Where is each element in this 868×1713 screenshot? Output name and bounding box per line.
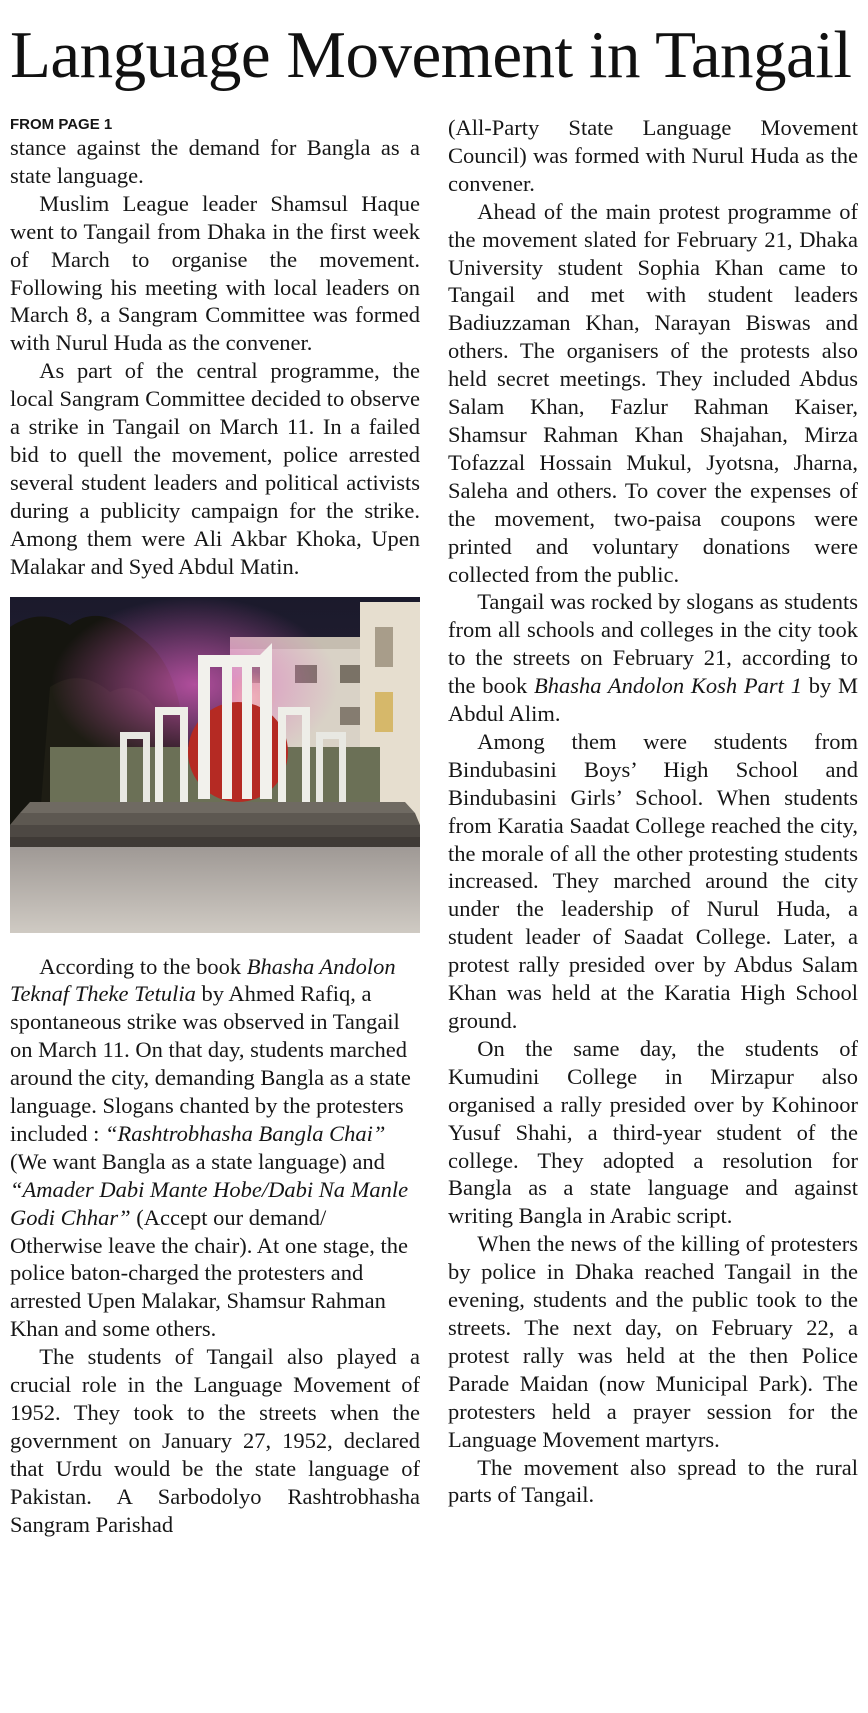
paragraph: When the news of the killing of protesters by police in Dhaka reached Tangail in the evening, students and the public took to the streets. The next day, on February 22, a protest rally was held at the then Police Parade Maidan (now Municipal Park). The protesters held a prayer session for the Language Movement martyrs. — [448, 1231, 858, 1452]
paragraph: Muslim League leader Shamsul Haque went to Tangail from Dhaka in the first week of March to organise the movement. Following his meeting with local leaders on March 8, a Sangram Committee was formed with Nurul Huda as the convener. — [10, 190, 420, 356]
paragraph: Among them were students from Bindubasini Boys’ High School and Bindubasini Girls’ School. When students from Karatia Saadat College reached the city, the morale of all the other protesting students increased. They marched around the city under the leadership of Nurul Huda, a student leader of Saadat College. Later, a protest rally presided over by Abdus Salam Khan was held at the Karatia High School ground. — [448, 728, 858, 1033]
right-column — [448, 114, 858, 1509]
monument-step — [10, 837, 420, 847]
paragraph: As part of the central programme, the local Sangram Committee decided to observe a strike in Tangail on March 11. In a failed bid to quell the movement, police arrested several student leaders and political activists during a publicity campaign for the strike. Among them were Ali Akbar Khoka, Upen Malakar and Syed Abdul Matin. — [10, 358, 420, 579]
paragraph: Ahead of the main protest programme of the movement slated for February 21, Dhaka University student Sophia Khan came to Tangail and met with student leaders Badiuzzaman Khan, Narayan Biswas and others. The organisers of the protests also held secret meetings. They included Abdus Salam Khan, Fazlur Rahman Kaiser, Shamsur Rahman Khan Shajahan, Mirza Tofazzal Hossain Mukul, Jyotsna, Jharna, Saleha and others. To cover the expenses of the movement, two-paisa coupons were printed and voluntary donations were collected from the public. — [448, 198, 858, 587]
left-column — [10, 116, 420, 1539]
paragraph: stance against the demand for Bangla as a state language. — [10, 135, 420, 188]
paragraph: The students of Tangail also played a crucial role in the Language Movement of 1952. They took to the streets when the government on January 27, 1952, declared that Urdu would be the state language of Pakistan. A Sarbodolyo Rashtrobhasha Sangram Parishad — [10, 1344, 420, 1537]
monument-step — [20, 802, 415, 813]
paragraph: According to the book Bhasha Andolon Teknaf Theke Tetulia by Ahmed Rafiq, a spontaneous strike was observed in Tangail on March 11. On that day, students marched around the city, demanding Bangla as a state language. Slogans chanted by the protesters included : “Rashtrobhasha Bangla Chai” (We want Bangla as a state language) and “Amader Dabi Mante Hobe/Dabi Na Manle Godi Chhar” (Accept our demand/ Otherwise leave the chair). At one stage, the police baton-charged the protesters and arrested Upen Malakar, Shamsur Rahman Khan and some others. — [10, 953, 411, 1342]
paragraph: (All-Party State Language Movement Council) was formed with Nurul Huda as the convener. — [448, 115, 858, 196]
paved-ground — [10, 847, 420, 933]
central-pillar — [222, 667, 232, 799]
monument-step — [10, 813, 420, 825]
headline: Language Movement in Tangail — [10, 18, 852, 92]
monument-step — [10, 825, 420, 837]
paragraph: On the same day, the students of Kumudini College in Mirzapur also organised a rally presided over by Kohinoor Yusuf Shahi, a third-year student of the college. They adopted a resolution for Bangla as a state language and against writing Bangla in Arabic script. — [448, 1035, 858, 1229]
paragraph: The movement also spread to the rural parts of Tangail. — [448, 1454, 858, 1508]
central-pillar — [242, 667, 252, 799]
paragraph: Tangail was rocked by slogans as students from all schools and colleges in the city took to the streets on February 21, according to the book Bhasha Andolon Kosh Part 1 by M Abdul Alim. — [448, 589, 858, 727]
shaheed-minar-photo — [10, 597, 420, 933]
kicker-from-page-1: FROM PAGE 1 — [10, 116, 113, 133]
